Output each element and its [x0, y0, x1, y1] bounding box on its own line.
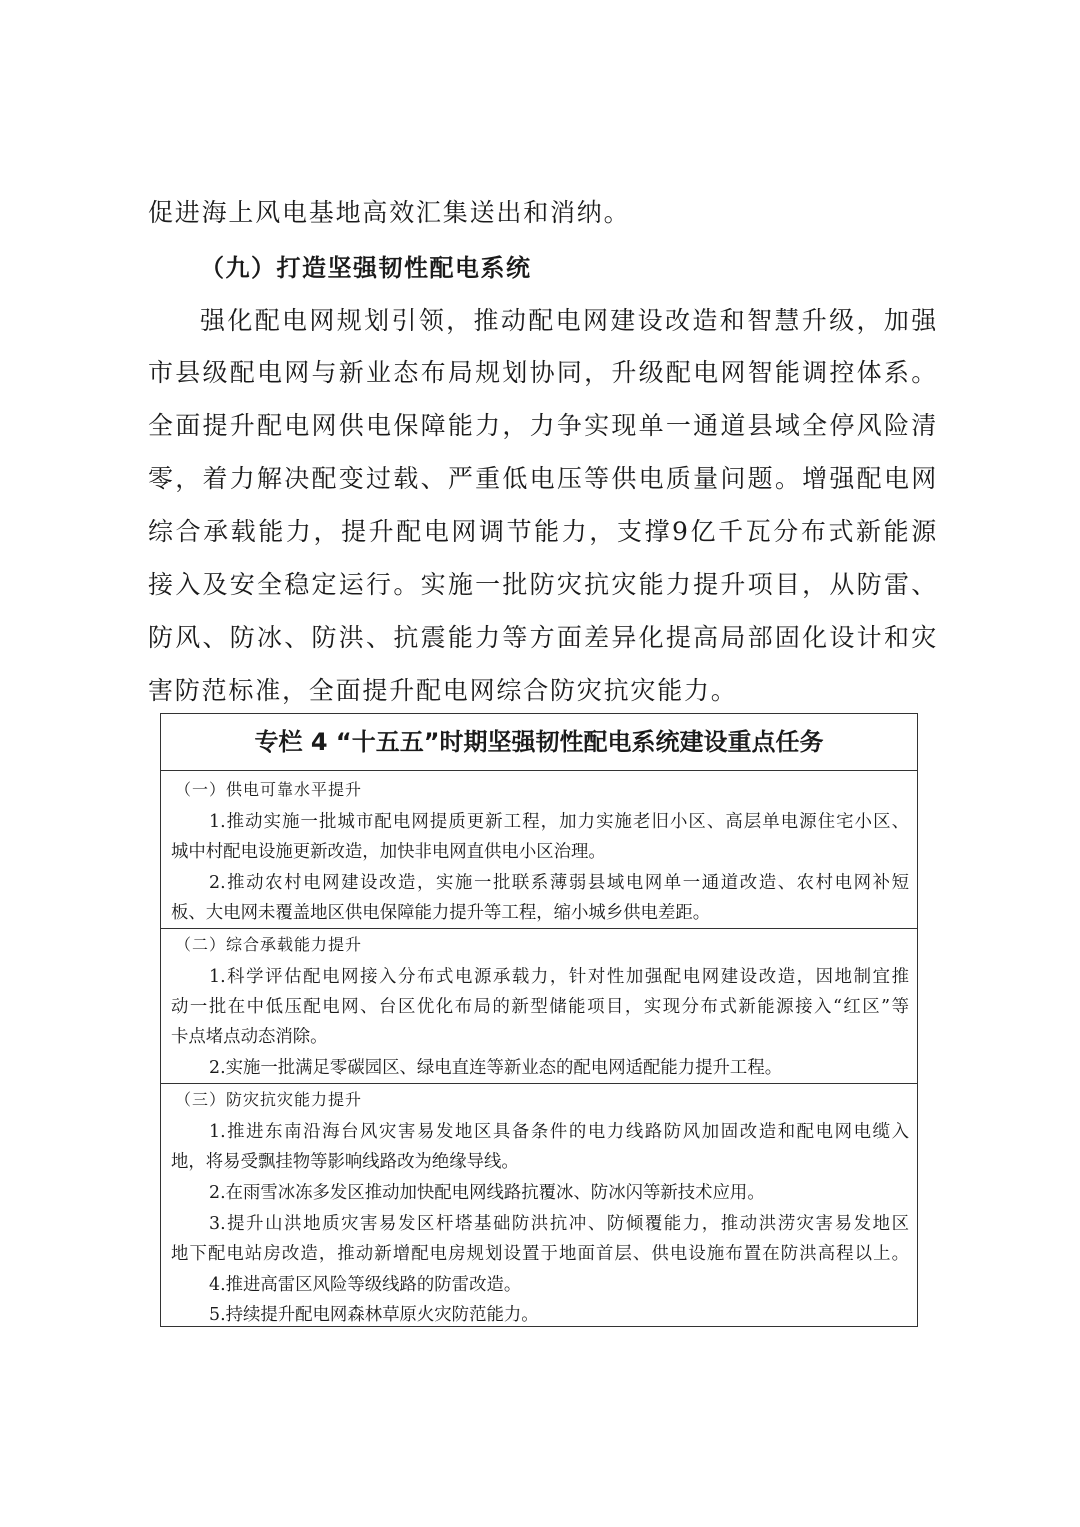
box-section-heading: （二）综合承载能力提升 — [175, 935, 363, 954]
paragraph-line: 全面提升配电网供电保障能力，力争实现单一通道县域全停风险清 — [148, 411, 938, 440]
feature-box — [160, 713, 918, 1327]
box-item-line: 5.持续提升配电网森林草原火灾防范能力。 — [209, 1305, 539, 1325]
paragraph-line: 市县级配电网与新业态布局规划协同，升级配电网智能调控体系。 — [148, 358, 938, 387]
box-item-line: 2.在雨雪冰冻多发区推动加快配电网线路抗覆冰、防冰闪等新技术应用。 — [209, 1183, 765, 1203]
paragraph-intro: 促进海上风电基地高效汇集送出和消纳。 — [148, 198, 631, 227]
box-item-line: 动一批在中低压配电网、台区优化布局的新型储能项目，实现分布式新能源接入“红区”等 — [171, 997, 909, 1017]
box-item-line: 地下配电站房改造，推动新增配电房规划设置于地面首层、供电设施布置在防洪高程以上。 — [171, 1244, 909, 1264]
box-item-line: 1.科学评估配电网接入分布式电源承载力，针对性加强配电网建设改造，因地制宜推 — [209, 967, 909, 987]
box-section-heading: （一）供电可靠水平提升 — [175, 780, 363, 799]
paragraph-line: 防风、防冰、防洪、抗震能力等方面差异化提高局部固化设计和灾 — [148, 623, 938, 652]
paragraph-line: 零，着力解决配变过载、严重低电压等供电质量问题。增强配电网 — [148, 464, 938, 493]
paragraph-line: 接入及安全稳定运行。实施一批防灾抗灾能力提升项目，从防雷、 — [148, 570, 938, 599]
box-title: 专栏 4 “十五五”时期坚强韧性配电系统建设重点任务 — [161, 714, 917, 771]
section-divider — [161, 928, 917, 929]
box-item-line: 板、大电网未覆盖地区供电保障能力提升等工程，缩小城乡供电差距。 — [171, 903, 711, 923]
section-divider — [161, 1083, 917, 1084]
box-item-line: 2.实施一批满足零碳园区、绿电直连等新业态的配电网适配能力提升工程。 — [209, 1058, 783, 1078]
box-item-line: 城中村配电设施更新改造，加快非电网直供电小区治理。 — [171, 842, 606, 862]
box-item-line: 3.提升山洪地质灾害易发区杆塔基础防洪抗冲、防倾覆能力，推动洪涝灾害易发地区 — [209, 1214, 909, 1234]
paragraph-line: 综合承载能力，提升配电网调节能力，支撑9亿千瓦分布式新能源 — [148, 517, 938, 546]
box-section-heading: （三）防灾抗灾能力提升 — [175, 1090, 363, 1109]
box-item-line: 地，将易受飘挂物等影响线路改为绝缘导线。 — [171, 1152, 519, 1172]
box-item-line: 4.推进高雷区风险等级线路的防雷改造。 — [209, 1275, 522, 1295]
paragraph-line: 强化配电网规划引领，推动配电网建设改造和智慧升级，加强 — [200, 306, 938, 335]
paragraph-line: 害防范标准，全面提升配电网综合防灾抗灾能力。 — [148, 676, 738, 705]
box-item-line: 2.推动农村电网建设改造，实施一批联系薄弱县域电网单一通道改造、农村电网补短 — [209, 873, 909, 893]
box-item-line: 1.推进东南沿海台风灾害易发地区具备条件的电力线路防风加固改造和配电网电缆入 — [209, 1122, 909, 1142]
section-heading-nine: （九）打造坚强韧性配电系统 — [200, 254, 532, 282]
box-item-line: 1.推动实施一批城市配电网提质更新工程，加力实施老旧小区、高层单电源住宅小区、 — [209, 812, 909, 832]
box-item-line: 卡点堵点动态消除。 — [171, 1027, 328, 1047]
